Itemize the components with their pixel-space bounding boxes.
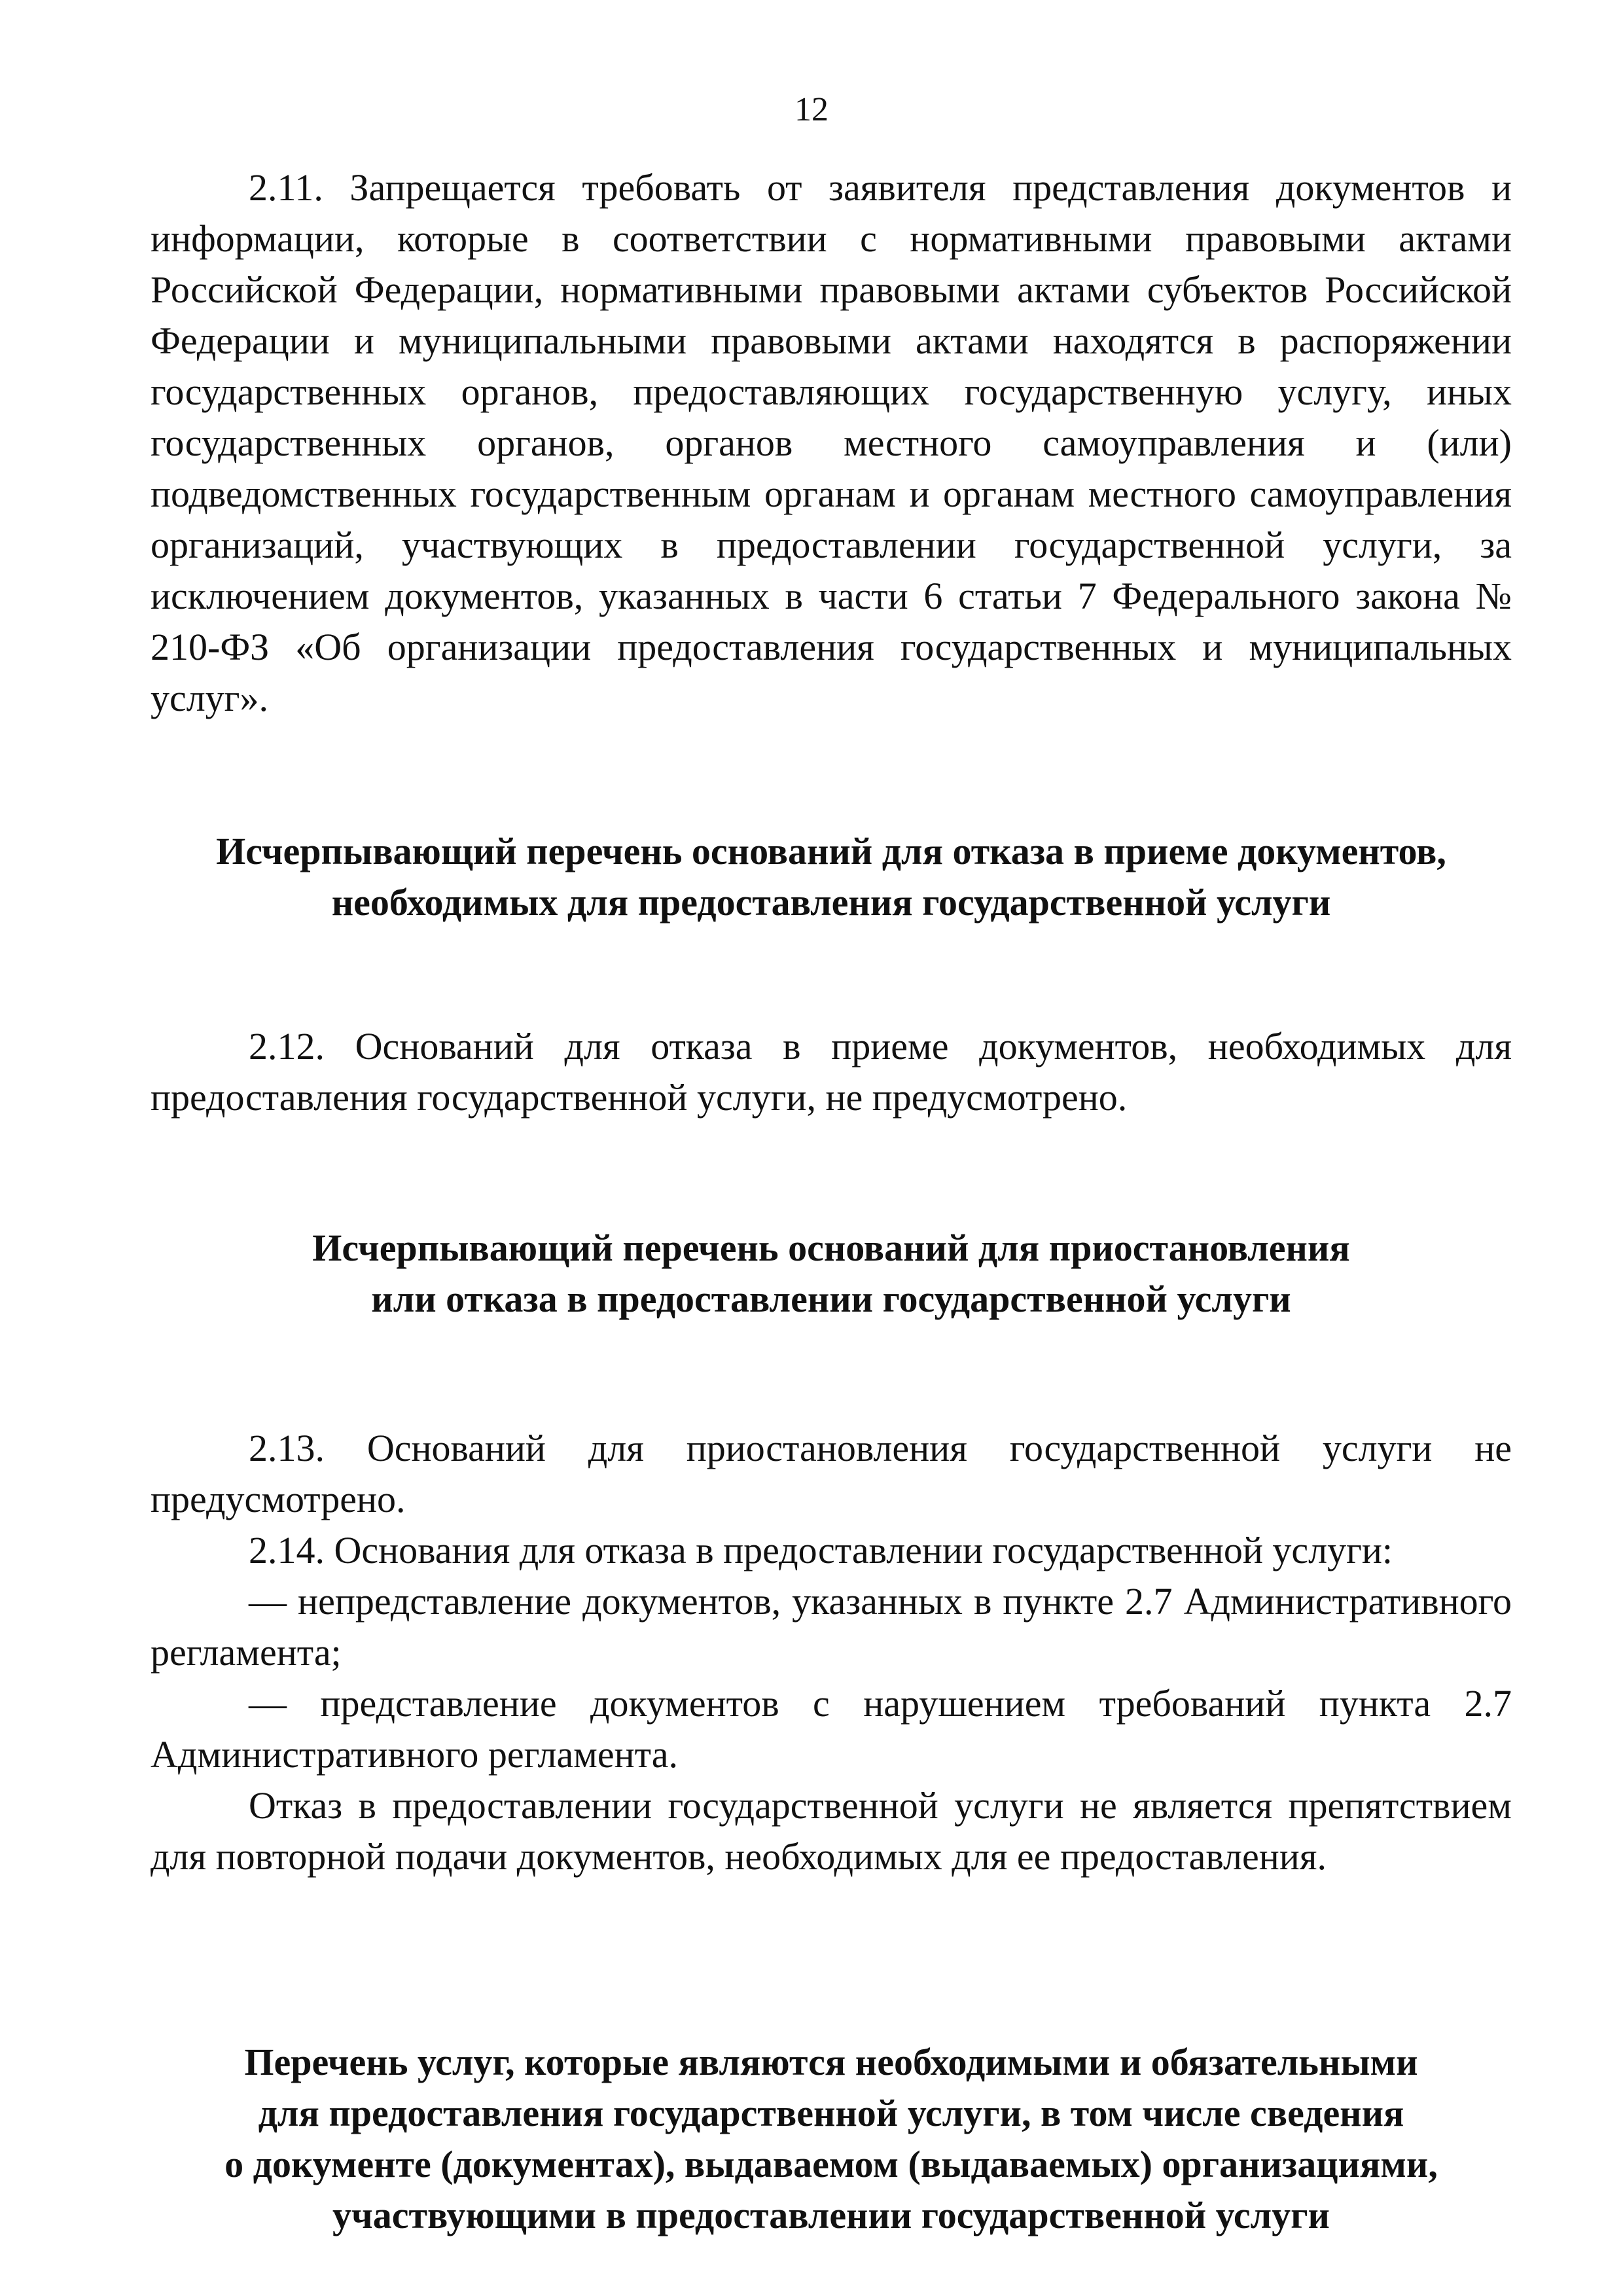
heading-line: Перечень услуг, которые являются необходимыми и обязательными	[244, 2041, 1418, 2083]
heading-line: о документе (документах), выдаваемом (выдаваемых) организациями,	[224, 2143, 1438, 2185]
list-item: — непредставление документов, указанных в пункте 2.7 Административного регламента;	[151, 1580, 1512, 1674]
heading-line: для предоставления государственной услуги, в том числе сведения	[258, 2092, 1404, 2134]
paragraph-2-13: 2.13. Оснований для приостановления государственной услуги не предусмотрено.	[151, 1427, 1512, 1520]
paragraph-2-11: 2.11. Запрещается требовать от заявителя представления документов и информации, которые в соответствии с нормативными правовыми актами Российской Федерации, нормативными правовыми актами субъектов Российской Федерации и муниципальными правовыми актами находятся в распоряжении государственных органов, предоставляющих государственную услугу, иных государственных органов, органов местного самоуправления и (или) подведомственных государственным органам и органам местного самоуправления организаций, участвующих в предоставлении государственной услуги, за исключением документов, указанных в части 6 статьи 7 Федерального закона № 210-ФЗ «Об организации предоставления государственных и муниципальных услуг».	[151, 166, 1512, 719]
section-heading-suspension	[151, 1223, 1512, 1325]
heading-line: или отказа в предоставлении государственной услуги	[371, 1278, 1291, 1320]
document-body	[151, 162, 1512, 2241]
list-item: — представление документов с нарушением требований пункта 2.7 Административного регламента.	[151, 1682, 1512, 1776]
heading-line: Исчерпывающий перечень оснований для приостановления	[312, 1227, 1350, 1269]
page-number: 12	[794, 91, 829, 128]
heading-line: Исчерпывающий перечень оснований для отказа в приеме документов,	[216, 830, 1446, 872]
section-heading-required-services	[151, 2037, 1512, 2241]
section-heading-refusal-acceptance	[151, 826, 1512, 928]
heading-line: необходимых для предоставления государственной услуги	[331, 881, 1331, 924]
paragraph-2-12: 2.12. Оснований для отказа в приеме документов, необходимых для предоставления государственной услуги, не предусмотрено.	[151, 1025, 1512, 1119]
paragraph-2-14: 2.14. Основания для отказа в предоставлении государственной услуги:	[249, 1529, 1393, 1571]
paragraph-refusal-note: Отказ в предоставлении государственной услуги не является препятствием для повторной подачи документов, необходимых для ее предоставления.	[151, 1784, 1512, 1878]
heading-line: участвующими в предоставлении государственной услуги	[332, 2194, 1330, 2236]
